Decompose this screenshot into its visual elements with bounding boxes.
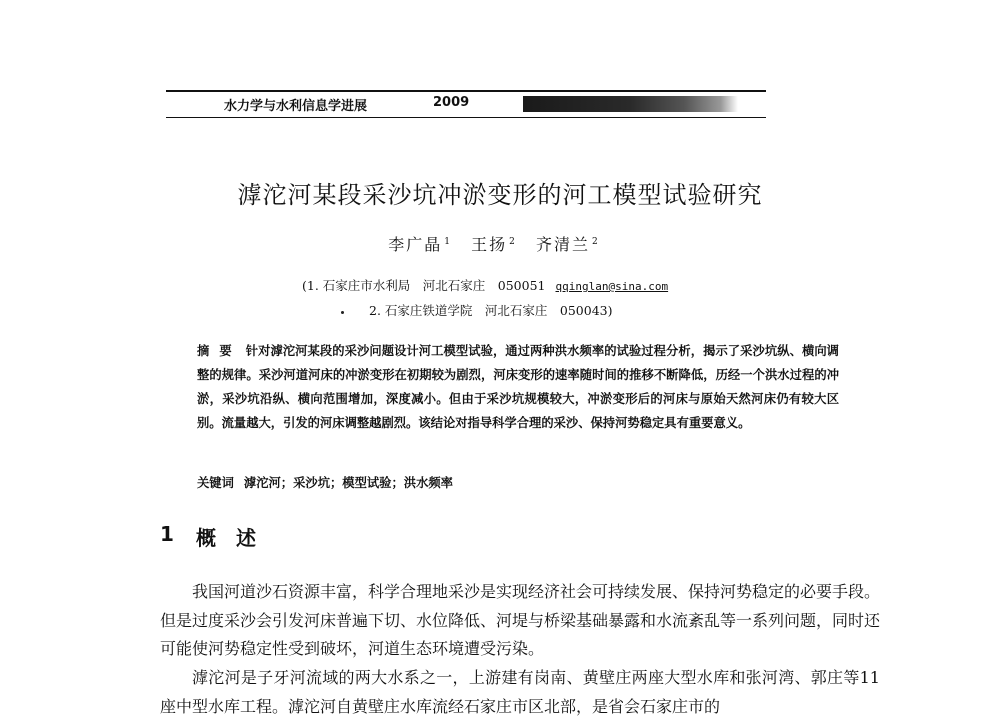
paper-title: 滹沱河某段采沙坑冲淤变形的河工模型试验研究 <box>237 181 763 209</box>
journal-name: 水力学与水利信息学进展 <box>224 99 368 114</box>
header-scan-band <box>523 96 738 112</box>
author-affiliation-mark: 2 <box>591 236 598 247</box>
abstract <box>197 339 839 435</box>
section-title: 概述 <box>196 526 276 550</box>
author-affiliation-mark: 2 <box>509 236 515 247</box>
abstract-label: 摘要 <box>197 343 242 358</box>
author-name: 王扬 <box>471 235 508 254</box>
journal-year: 2009 <box>433 95 470 110</box>
keywords <box>197 473 453 491</box>
header-rule-bottom <box>166 117 766 118</box>
affiliation-line-2: 2. 石家庄铁道学院 河北石家庄 050043) <box>369 303 613 318</box>
affiliation-text: (1. 石家庄市水利局 河北石家庄 050051 <box>302 278 546 293</box>
author-name: 李广晶 <box>388 235 443 254</box>
affiliation-line-1 <box>302 276 668 294</box>
keywords-label: 关键词 <box>197 475 234 490</box>
author-email: qqinglan@sina.com <box>555 280 669 293</box>
body-paragraph: 滹沱河是子牙河流域的两大水系之一，上游建有岗南、黄壁庄两座大型水库和张河湾、郭庄等11座中型水库工程。滹沱河自黄壁庄水库流经石家庄市区北部，是省会石家庄市的 <box>160 668 880 716</box>
scan-speck <box>341 311 344 314</box>
abstract-text: 针对滹沱河某段的采沙问题设计河工模型试验，通过两种洪水频率的试验过程分析，揭示了采沙坑纵、横向调整的规律。采沙河道河床的冲淤变形在初期较为剧烈，河床变形的速率随时间的推移不断降低，历经一个洪水过程的冲淤，采沙坑沿纵、横向范围增加，深度减小。但由于采沙坑规模较大，冲淤变形后的河床与原始天然河床仍有较大区别。流量越大，引发的河床调整越剧烈。该结论对指导科学合理的采沙、保持河势稳定具有重要意义。 <box>197 343 839 430</box>
header-rule-top <box>166 90 766 92</box>
keywords-text: 滹沱河；采沙坑；模型试验；洪水频率 <box>243 475 453 490</box>
author-list <box>0 232 1000 255</box>
author-name: 齐清兰 <box>535 235 590 254</box>
section-number: 1 <box>160 522 174 546</box>
author-affiliation-mark: 1 <box>444 236 451 247</box>
body-paragraph: 我国河道沙石资源丰富，科学合理地采沙是实现经济社会可持续发展、保持河势稳定的必要手段。但是过度采沙会引发河床普遍下切、水位降低、河堤与桥梁基础暴露和水流紊乱等一系列问题，同时还可能使河势稳定性受到破坏，河道生态环境遭受污染。 <box>160 582 881 658</box>
